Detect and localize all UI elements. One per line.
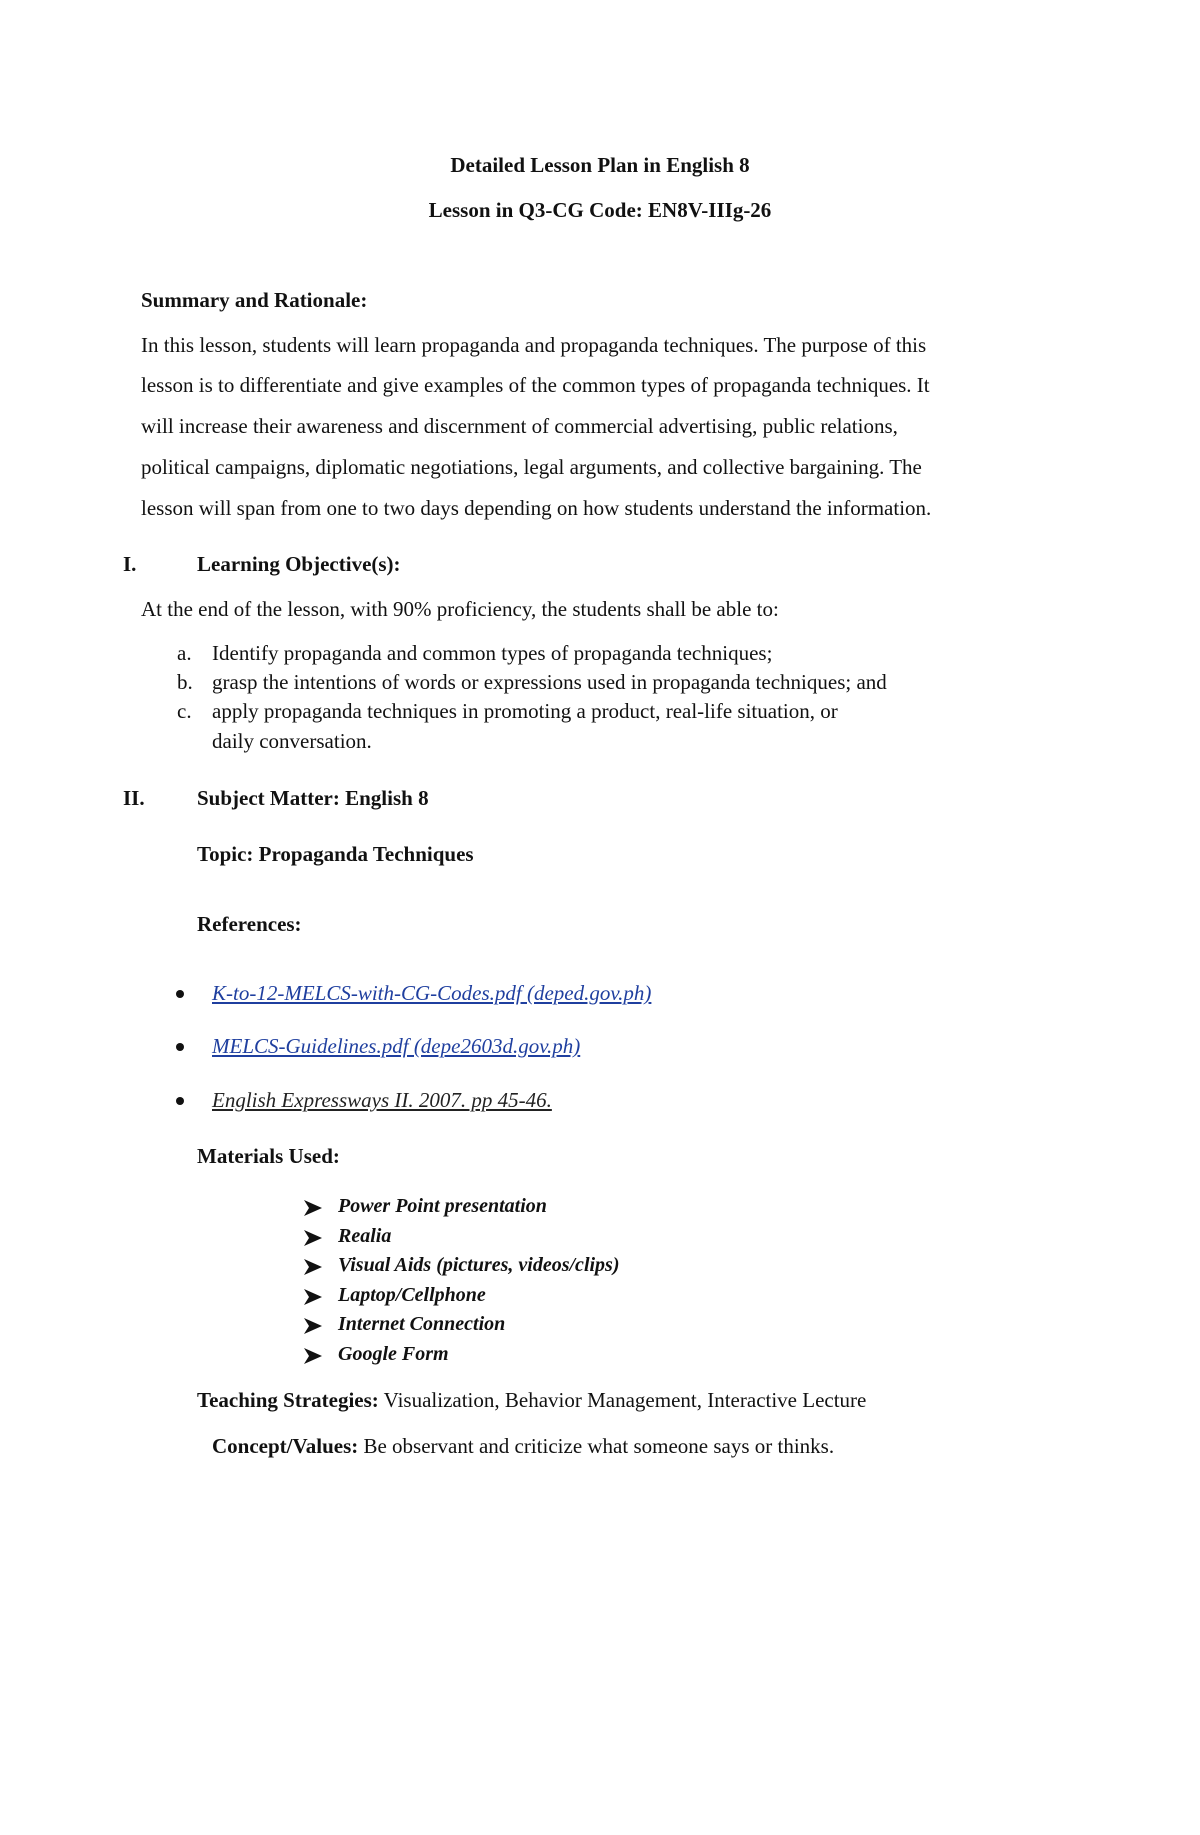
section-numeral: I.: [123, 552, 137, 576]
summary-line: In this lesson, students will learn propaganda and propaganda techniques. The purpose of this: [141, 333, 927, 357]
material-item: Laptop/Cellphone: [338, 1284, 486, 1306]
bullet-icon: [176, 1097, 184, 1105]
summary-line: political campaigns, diplomatic negotiations, legal arguments, and collective bargaining. The: [141, 455, 922, 479]
arrow-bullet-icon: [303, 1258, 323, 1281]
section-heading: Learning Objective(s):: [197, 552, 401, 576]
section-numeral: II.: [123, 786, 145, 810]
material-item: Realia: [338, 1225, 392, 1247]
material-item: Power Point presentation: [338, 1195, 547, 1217]
reference-link[interactable]: MELCS-Guidelines.pdf (depe2603d.gov.ph): [212, 1034, 581, 1058]
reference-text: English Expressways II. 2007. pp 45-46.: [212, 1088, 552, 1112]
bullet-icon: [176, 1043, 184, 1051]
material-item: Internet Connection: [338, 1313, 506, 1335]
objective-item: Identify propaganda and common types of propaganda techniques;: [212, 641, 773, 665]
summary-line: will increase their awareness and discernment of commercial advertising, public relations,: [141, 414, 898, 438]
teaching-strategies-value: Visualization, Behavior Management, Interactive Lecture: [378, 1388, 867, 1412]
reference-link[interactable]: K-to-12-MELCS-with-CG-Codes.pdf (deped.gov.ph): [212, 981, 652, 1005]
document-subtitle: Lesson in Q3-CG Code: EN8V-IIIg-26: [428, 198, 772, 222]
concept-values-label: Concept/Values:: [212, 1434, 359, 1458]
section-heading: Subject Matter: English 8: [197, 786, 429, 810]
list-letter: a.: [177, 641, 192, 665]
objective-item: grasp the intentions of words or expressions used in propaganda techniques; and: [212, 670, 887, 694]
objective-item-continuation: daily conversation.: [212, 729, 372, 753]
summary-heading: Summary and Rationale:: [141, 288, 368, 312]
arrow-bullet-icon: [303, 1229, 323, 1252]
arrow-bullet-icon: [303, 1317, 323, 1340]
objectives-intro: At the end of the lesson, with 90% proficiency, the students shall be able to:: [141, 597, 779, 621]
concept-values: [212, 1434, 834, 1459]
list-letter: c.: [177, 699, 192, 723]
bullet-icon: [176, 990, 184, 998]
list-letter: b.: [177, 670, 193, 694]
arrow-bullet-icon: [303, 1288, 323, 1311]
topic-heading: Topic: Propaganda Techniques: [197, 842, 474, 866]
teaching-strategies: [197, 1388, 866, 1413]
summary-line: lesson is to differentiate and give examples of the common types of propaganda techniques. It: [141, 373, 930, 397]
material-item: Google Form: [338, 1343, 449, 1365]
materials-heading: Materials Used:: [197, 1144, 340, 1168]
material-item: Visual Aids (pictures, videos/clips): [338, 1254, 620, 1276]
document-title: Detailed Lesson Plan in English 8: [450, 153, 750, 177]
objective-item: apply propaganda techniques in promoting a product, real-life situation, or: [212, 699, 838, 723]
summary-line: lesson will span from one to two days depending on how students understand the information.: [141, 496, 932, 520]
concept-values-value: Be observant and criticize what someone says or thinks.: [358, 1434, 835, 1458]
arrow-bullet-icon: [303, 1199, 323, 1222]
arrow-bullet-icon: [303, 1347, 323, 1370]
teaching-strategies-label: Teaching Strategies:: [197, 1388, 379, 1412]
references-heading: References:: [197, 912, 302, 936]
